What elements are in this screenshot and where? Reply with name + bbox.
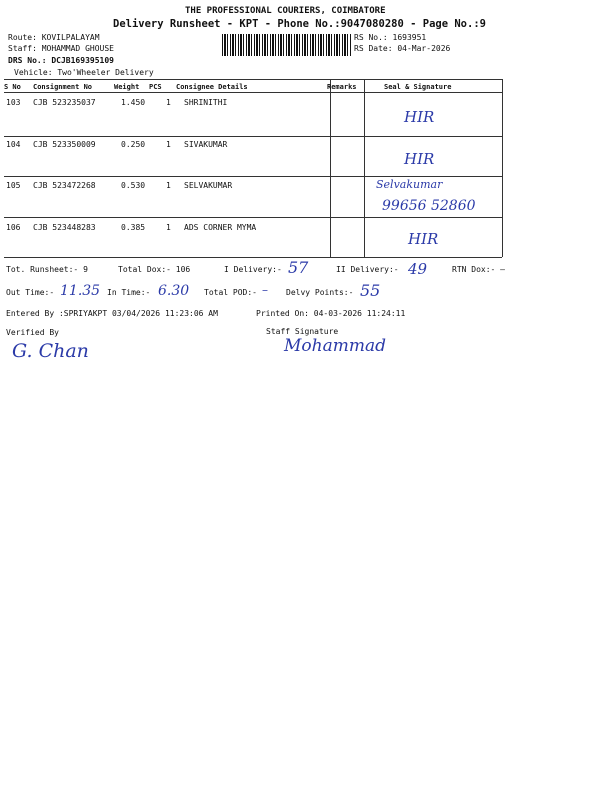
row-divider (4, 136, 502, 137)
cell-consignee: ADS CORNER MYMA (184, 223, 257, 232)
col-weight: Weight (114, 83, 140, 91)
delvy-points-value: 55 (360, 281, 381, 300)
cell-consignment: CJB 523350009 (33, 140, 96, 149)
staff-text: Staff: MOHAMMAD GHOUSE (8, 44, 114, 53)
total-dox: Total Dox:- 106 (118, 265, 191, 274)
remarks-col-rule (330, 79, 331, 257)
in-time-label: In Time:- (107, 288, 151, 297)
staff-signature-label: Staff Signature (266, 327, 339, 336)
runsheet-subtitle: Delivery Runsheet - KPT - Phone No.:9047080280 - Page No.:9 (113, 18, 486, 30)
table-header-rule (4, 92, 502, 93)
seal-signature: Selvakumar (376, 178, 443, 191)
cell-consignment: CJB 523235037 (33, 98, 96, 107)
total-pod-label: Total POD:- (204, 288, 257, 297)
drs-text: DRS No.: DCJB169395109 (8, 56, 114, 65)
cell-consignment: CJB 523448283 (33, 223, 96, 232)
seal-signature: HIR (408, 230, 439, 248)
cell-weight: 0.385 (121, 223, 146, 232)
i-delivery-label: I Delivery:- (224, 265, 282, 274)
cell-sno: 105 (6, 181, 21, 190)
cell-pcs: 1 (166, 98, 171, 107)
total-pod-value: – (262, 283, 268, 297)
verified-by-label: Verified By (6, 328, 59, 337)
col-remarks: Remarks (327, 83, 357, 91)
rs-no-text: RS No.: 1693951 (354, 33, 427, 42)
col-sno: S No (4, 83, 21, 91)
entered-by: Entered By :SPRIYAKPT 03/04/2026 11:23:06 AM (6, 309, 218, 318)
table-bottom-rule (4, 257, 502, 258)
cell-sno: 106 (6, 223, 21, 232)
out-time-value: 11.35 (60, 283, 101, 299)
cell-consignee: SELVAKUMAR (184, 181, 233, 190)
cell-weight: 0.530 (121, 181, 146, 190)
cell-sno: 104 (6, 140, 21, 149)
cell-consignee: SIVAKUMAR (184, 140, 228, 149)
cell-weight: 0.250 (121, 140, 146, 149)
ii-delivery-label: II Delivery:- (336, 265, 399, 274)
route-text: Route: KOVILPALAYAM (8, 33, 100, 42)
seal-col-rule (364, 79, 365, 257)
col-consignee: Consignee Details (176, 83, 248, 91)
seal-signature: HIR (404, 150, 435, 168)
cell-pcs: 1 (166, 181, 171, 190)
col-seal: Seal & Signature (384, 83, 452, 91)
table-right-rule (502, 79, 503, 257)
seal-phone: 99656 52860 (382, 198, 476, 214)
verified-by-signature: G. Chan (12, 340, 89, 362)
row-divider (4, 176, 502, 177)
row-divider (4, 217, 502, 218)
cell-weight: 1.450 (121, 98, 146, 107)
cell-consignee: SHRINITHI (184, 98, 228, 107)
i-delivery-value: 57 (288, 258, 309, 277)
table-top-rule (4, 79, 502, 80)
barcode-image (222, 34, 352, 56)
cell-consignment: CJB 523472268 (33, 181, 96, 190)
cell-sno: 103 (6, 98, 21, 107)
delvy-points-label: Delvy Points:- (286, 288, 354, 297)
staff-signature: Mohammad (284, 336, 386, 356)
ii-delivery-value: 49 (408, 260, 428, 278)
in-time-value: 6.30 (158, 283, 190, 299)
cell-pcs: 1 (166, 223, 171, 232)
seal-signature: HIR (404, 108, 435, 126)
rs-date-text: RS Date: 04-Mar-2026 (354, 44, 451, 53)
col-pcs: PCS (149, 83, 162, 91)
company-title: THE PROFESSIONAL COURIERS, COIMBATORE (185, 6, 386, 16)
out-time-label: Out Time:- (6, 288, 55, 297)
col-consignment: Consignment No (33, 83, 93, 91)
cell-pcs: 1 (166, 140, 171, 149)
vehicle-text: Vehicle: Two'Wheeler Delivery (14, 68, 154, 77)
rtn-dox: RTN Dox:- – (452, 265, 505, 274)
printed-on: Printed On: 04-03-2026 11:24:11 (256, 309, 406, 318)
tot-runsheet: Tot. Runsheet:- 9 (6, 265, 88, 274)
